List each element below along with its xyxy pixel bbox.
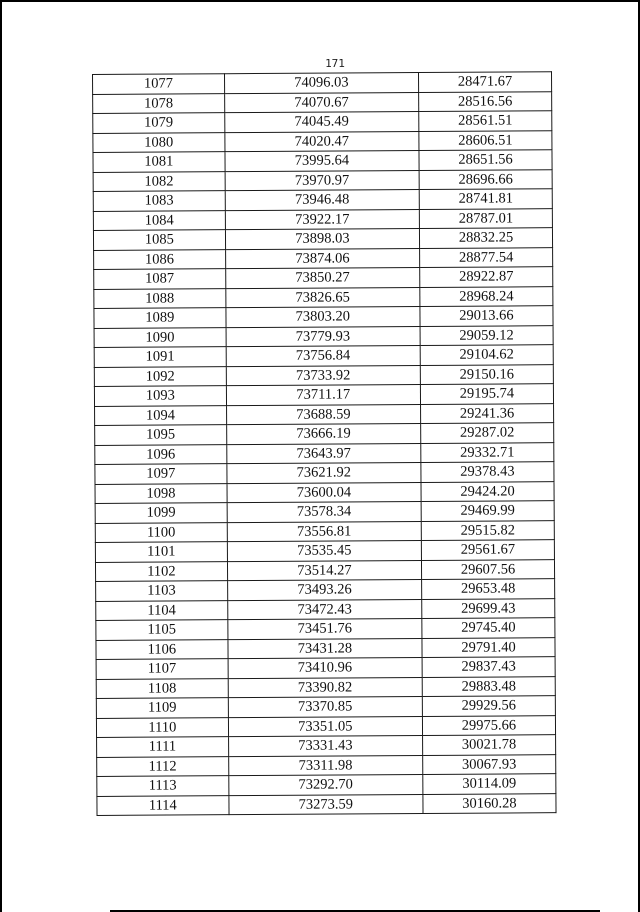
table-row [93,169,552,191]
value-cell-b: 29287.02 [421,423,554,443]
value-cell-b: 28741.81 [419,189,552,209]
value-cell-b: 29791.40 [422,637,555,657]
value-cell-a: 73922.17 [225,209,419,230]
table-row [95,540,554,562]
table-row [93,130,552,152]
value-cell-b: 28516.56 [419,91,552,111]
page-number: 171 [325,57,345,70]
value-cell-b: 29424.20 [421,481,554,501]
index-cell: 1105 [96,620,228,640]
value-cell-a: 73410.96 [228,657,422,678]
value-cell-a: 73779.93 [226,326,420,347]
value-cell-b: 29699.43 [422,598,555,618]
value-cell-b: 28968.24 [420,286,553,306]
index-cell: 1092 [94,366,226,386]
value-cell-a: 73898.03 [225,229,419,250]
table-row [95,501,554,523]
value-cell-b: 29929.56 [422,696,555,716]
value-cell-a: 73292.70 [229,774,423,795]
table-row [93,189,552,211]
value-cell-b: 28606.51 [419,130,552,150]
index-cell: 1078 [93,93,225,113]
value-cell-a: 73556.81 [227,521,421,542]
value-cell-a: 73995.64 [225,151,419,172]
value-cell-a: 73370.85 [228,696,422,717]
table-row [95,481,554,503]
value-cell-a: 73666.19 [226,423,420,444]
table-row [96,676,555,698]
value-cell-b: 29195.74 [420,384,553,404]
index-cell: 1079 [93,113,225,133]
table-row [93,72,552,94]
table-row [97,793,556,815]
value-cell-a: 73733.92 [226,365,420,386]
value-cell-a: 73643.97 [226,443,420,464]
index-cell: 1097 [95,464,227,484]
table-row [96,598,555,620]
value-cell-a: 73803.20 [226,307,420,328]
value-cell-a: 73331.43 [228,735,422,756]
data-table-container [92,71,557,816]
value-cell-a: 73850.27 [225,268,419,289]
table-row [95,520,554,542]
table-row [94,325,553,347]
table-row [95,403,554,425]
value-cell-a: 73756.84 [226,346,420,367]
table-row [95,423,554,445]
value-cell-a: 73874.06 [225,248,419,269]
index-cell: 1106 [96,639,228,659]
value-cell-b: 29104.62 [420,345,553,365]
value-cell-b: 29975.66 [422,715,555,735]
index-cell: 1113 [97,776,229,796]
index-cell: 1095 [95,425,227,445]
value-cell-a: 73688.59 [226,404,420,425]
value-cell-b: 29653.48 [422,579,555,599]
value-cell-a: 74020.47 [225,131,419,152]
value-cell-a: 73390.82 [228,677,422,698]
value-cell-b: 30067.93 [423,754,556,774]
index-cell: 1098 [95,483,227,503]
table-row [94,345,553,367]
value-cell-a: 73711.17 [226,384,420,405]
value-cell-a: 73621.92 [227,462,421,483]
value-cell-b: 28471.67 [418,72,551,92]
value-cell-b: 29883.48 [422,676,555,696]
table-body [93,72,557,816]
table-row [94,384,553,406]
value-cell-b: 29469.99 [421,501,554,521]
value-cell-a: 73431.28 [228,638,422,659]
table-row [94,306,553,328]
value-cell-a: 73578.34 [227,501,421,522]
value-cell-b: 29150.16 [420,364,553,384]
value-cell-b: 29745.40 [422,618,555,638]
value-cell-a: 73946.48 [225,190,419,211]
index-cell: 1089 [94,308,226,328]
value-cell-b: 29241.36 [420,403,553,423]
index-cell: 1109 [96,698,228,718]
table-row [95,442,554,464]
index-cell: 1080 [93,132,225,152]
table-row [96,637,555,659]
index-cell: 1112 [97,756,229,776]
index-cell: 1082 [93,171,225,191]
table-row [93,208,552,230]
index-cell: 1091 [94,347,226,367]
table-row [94,364,553,386]
index-cell: 1101 [95,542,227,562]
value-cell-a: 73970.97 [225,170,419,191]
data-table [92,71,557,816]
index-cell: 1085 [93,230,225,250]
value-cell-b: 29837.43 [422,657,555,677]
value-cell-b: 28561.51 [419,111,552,131]
value-cell-b: 29378.43 [421,462,554,482]
table-row [97,774,556,796]
index-cell: 1102 [95,561,227,581]
table-row [93,228,552,250]
value-cell-b: 29607.56 [421,559,554,579]
value-cell-b: 28832.25 [419,228,552,248]
scan-border-top [0,0,640,2]
table-row [95,462,554,484]
index-cell: 1108 [96,678,228,698]
value-cell-b: 28696.66 [419,169,552,189]
table-row [93,111,552,133]
index-cell: 1110 [96,717,228,737]
table-row [96,579,555,601]
scan-border-left [0,0,2,912]
value-cell-a: 73600.04 [227,482,421,503]
table-row [96,715,555,737]
table-row [95,559,554,581]
value-cell-a: 74070.67 [224,92,418,113]
value-cell-b: 30114.09 [423,774,556,794]
table-row [96,618,555,640]
index-cell: 1086 [94,249,226,269]
table-row [94,247,553,269]
index-cell: 1111 [97,737,229,757]
value-cell-b: 28922.87 [420,267,553,287]
index-cell: 1103 [96,581,228,601]
value-cell-a: 74045.49 [224,112,418,133]
value-cell-a: 73273.59 [229,794,423,815]
index-cell: 1107 [96,659,228,679]
value-cell-b: 30021.78 [423,735,556,755]
table-row [94,267,553,289]
table-row [93,150,552,172]
value-cell-b: 28651.56 [419,150,552,170]
value-cell-a: 73451.76 [228,618,422,639]
table-row [97,735,556,757]
index-cell: 1077 [93,74,225,94]
value-cell-a: 74096.03 [224,73,418,94]
index-cell: 1088 [94,288,226,308]
table-row [97,754,556,776]
value-cell-b: 29515.82 [421,520,554,540]
value-cell-b: 30160.28 [423,793,556,813]
value-cell-b: 28787.01 [419,208,552,228]
value-cell-a: 73535.45 [227,540,421,561]
index-cell: 1087 [94,269,226,289]
table-row [96,657,555,679]
index-cell: 1096 [95,444,227,464]
value-cell-a: 73514.27 [227,560,421,581]
value-cell-b: 29059.12 [420,325,553,345]
index-cell: 1099 [95,503,227,523]
value-cell-b: 29332.71 [421,442,554,462]
table-row [94,286,553,308]
value-cell-b: 29561.67 [421,540,554,560]
value-cell-b: 29013.66 [420,306,553,326]
table-row [96,696,555,718]
index-cell: 1090 [94,327,226,347]
index-cell: 1081 [93,152,225,172]
table-row [93,91,552,113]
value-cell-a: 73472.43 [227,599,421,620]
value-cell-b: 28877.54 [420,247,553,267]
value-cell-a: 73311.98 [228,755,422,776]
index-cell: 1094 [95,405,227,425]
value-cell-a: 73493.26 [227,579,421,600]
value-cell-a: 73826.65 [226,287,420,308]
index-cell: 1104 [96,600,228,620]
index-cell: 1083 [93,191,225,211]
index-cell: 1093 [94,386,226,406]
value-cell-a: 73351.05 [228,716,422,737]
index-cell: 1084 [93,210,225,230]
index-cell: 1100 [95,522,227,542]
index-cell: 1114 [97,795,229,815]
